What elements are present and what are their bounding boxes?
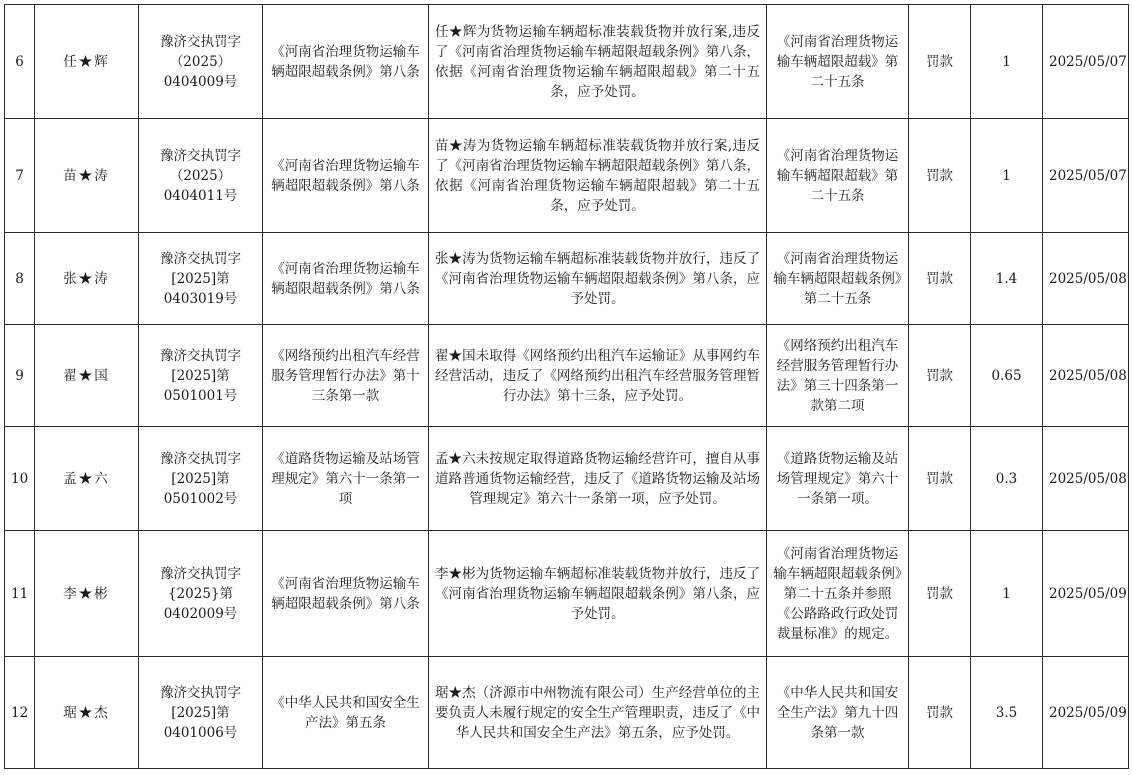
violation-facts-cell: 任★辉为货物运输车辆超标准装载货物并放行案,违反了《河南省治理货物运输车辆超限超载条例》第八条，依据《河南省治理货物运输车辆超限超载》第二十五条，应予处罚。 <box>429 5 767 119</box>
penalty-type-cell: 罚款 <box>909 5 971 119</box>
decision-date-cell: 2025/05/08 <box>1043 325 1129 427</box>
decision-date-cell: 2025/05/08 <box>1043 233 1129 325</box>
table-row <box>5 119 1129 233</box>
fine-amount-cell: 0.65 <box>971 325 1043 427</box>
party-name-cell: 张★涛 <box>35 233 139 325</box>
penalty-basis-cell: 《河南省治理货物运输车辆超限超载》第二十五条 <box>767 119 909 233</box>
fine-amount-cell: 1 <box>971 5 1043 119</box>
party-name-cell: 任★辉 <box>35 5 139 119</box>
party-name-cell: 苗★涛 <box>35 119 139 233</box>
penalty-basis-cell: 《中华人民共和国安全生产法》第九十四条第一款 <box>767 657 909 769</box>
decision-date-cell: 2025/05/08 <box>1043 427 1129 531</box>
decision-number-cell: 豫济交执罚字[2025]第0501002号 <box>139 427 263 531</box>
table-row <box>5 5 1129 119</box>
penalty-type-cell: 罚款 <box>909 233 971 325</box>
penalty-basis-cell: 《河南省治理货物运输车辆超限超载条例》第二十五条并参照《公路路政行政处罚裁量标准》的规定。 <box>767 531 909 657</box>
row-number-cell: 9 <box>5 325 35 427</box>
violation-facts-cell: 琚★杰（济源市中州物流有限公司）生产经营单位的主要负责人未履行规定的安全生产管理职责，违反了《中华人民共和国安全生产法》第五条，应予处罚。 <box>429 657 767 769</box>
table-row <box>5 657 1129 769</box>
violated-provision-cell: 《河南省治理货物运输车辆超限超载条例》第八条 <box>263 233 429 325</box>
violation-facts-cell: 李★彬为货物运输车辆超标准装载货物并放行，违反了《河南省治理货物运输车辆超限超载条例》第八条，应予处罚。 <box>429 531 767 657</box>
party-name-cell: 孟★六 <box>35 427 139 531</box>
decision-number-cell: 豫济交执罚字（2025）0404011号 <box>139 119 263 233</box>
penalty-table <box>4 4 1129 769</box>
table-row <box>5 325 1129 427</box>
row-number-cell: 12 <box>5 657 35 769</box>
row-number-cell: 10 <box>5 427 35 531</box>
violated-provision-cell: 《河南省治理货物运输车辆超限超载条例》第八条 <box>263 531 429 657</box>
violation-facts-cell: 孟★六未按规定取得道路货物运输经营许可，擅自从事道路普通货物运输经营，违反了《道路货物运输及站场管理规定》第六十一条第一项，应予处罚。 <box>429 427 767 531</box>
decision-date-cell: 2025/05/09 <box>1043 531 1129 657</box>
decision-number-cell: 豫济交执罚字[2025]第0401006号 <box>139 657 263 769</box>
fine-amount-cell: 3.5 <box>971 657 1043 769</box>
decision-date-cell: 2025/05/07 <box>1043 5 1129 119</box>
violated-provision-cell: 《道路货物运输及站场管理规定》第六十一条第一项 <box>263 427 429 531</box>
row-number-cell: 7 <box>5 119 35 233</box>
decision-number-cell: 豫济交执罚字[2025]第0501001号 <box>139 325 263 427</box>
penalty-type-cell: 罚款 <box>909 119 971 233</box>
decision-number-cell: 豫济交执罚字{2025}第0402009号 <box>139 531 263 657</box>
decision-number-cell: 豫济交执罚字（2025）0404009号 <box>139 5 263 119</box>
fine-amount-cell: 1 <box>971 119 1043 233</box>
row-number-cell: 11 <box>5 531 35 657</box>
violation-facts-cell: 苗★涛为货物运输车辆超标准装载货物并放行案,违反了《河南省治理货物运输车辆超限超载条例》第八条，依据《河南省治理货物运输车辆超限超载》第二十五条，应予处罚。 <box>429 119 767 233</box>
penalty-basis-cell: 《河南省治理货物运输车辆超限超载》第二十五条 <box>767 5 909 119</box>
penalty-type-cell: 罚款 <box>909 531 971 657</box>
penalty-basis-cell: 《河南省治理货物运输车辆超限超载条例》第二十五条 <box>767 233 909 325</box>
violation-facts-cell: 翟★国未取得《网络预约出租汽车运输证》从事网约车经营活动，违反了《网络预约出租汽车经营服务管理暂行办法》第十三条，应予处罚。 <box>429 325 767 427</box>
penalty-type-cell: 罚款 <box>909 427 971 531</box>
violation-facts-cell: 张★涛为货物运输车辆超标准装载货物并放行，违反了《河南省治理货物运输车辆超限超载条例》第八条，应予处罚。 <box>429 233 767 325</box>
violated-provision-cell: 《河南省治理货物运输车辆超限超载条例》第八条 <box>263 5 429 119</box>
violated-provision-cell: 《河南省治理货物运输车辆超限超载条例》第八条 <box>263 119 429 233</box>
decision-date-cell: 2025/05/07 <box>1043 119 1129 233</box>
violated-provision-cell: 《网络预约出租汽车经营服务管理暂行办法》第十三条第一款 <box>263 325 429 427</box>
party-name-cell: 琚★杰 <box>35 657 139 769</box>
table-row <box>5 233 1129 325</box>
row-number-cell: 6 <box>5 5 35 119</box>
table-body <box>5 5 1129 769</box>
penalty-basis-cell: 《道路货物运输及站场管理规定》第六十一条第一项。 <box>767 427 909 531</box>
violated-provision-cell: 《中华人民共和国安全生产法》第五条 <box>263 657 429 769</box>
row-number-cell: 8 <box>5 233 35 325</box>
table-row <box>5 427 1129 531</box>
decision-date-cell: 2025/05/09 <box>1043 657 1129 769</box>
penalty-type-cell: 罚款 <box>909 325 971 427</box>
penalty-basis-cell: 《网络预约出租汽车经营服务管理暂行办法》第三十四条第一款第二项 <box>767 325 909 427</box>
party-name-cell: 翟★国 <box>35 325 139 427</box>
fine-amount-cell: 1.4 <box>971 233 1043 325</box>
decision-number-cell: 豫济交执罚字[2025]第0403019号 <box>139 233 263 325</box>
party-name-cell: 李★彬 <box>35 531 139 657</box>
fine-amount-cell: 0.3 <box>971 427 1043 531</box>
table-row <box>5 531 1129 657</box>
penalty-type-cell: 罚款 <box>909 657 971 769</box>
fine-amount-cell: 1 <box>971 531 1043 657</box>
